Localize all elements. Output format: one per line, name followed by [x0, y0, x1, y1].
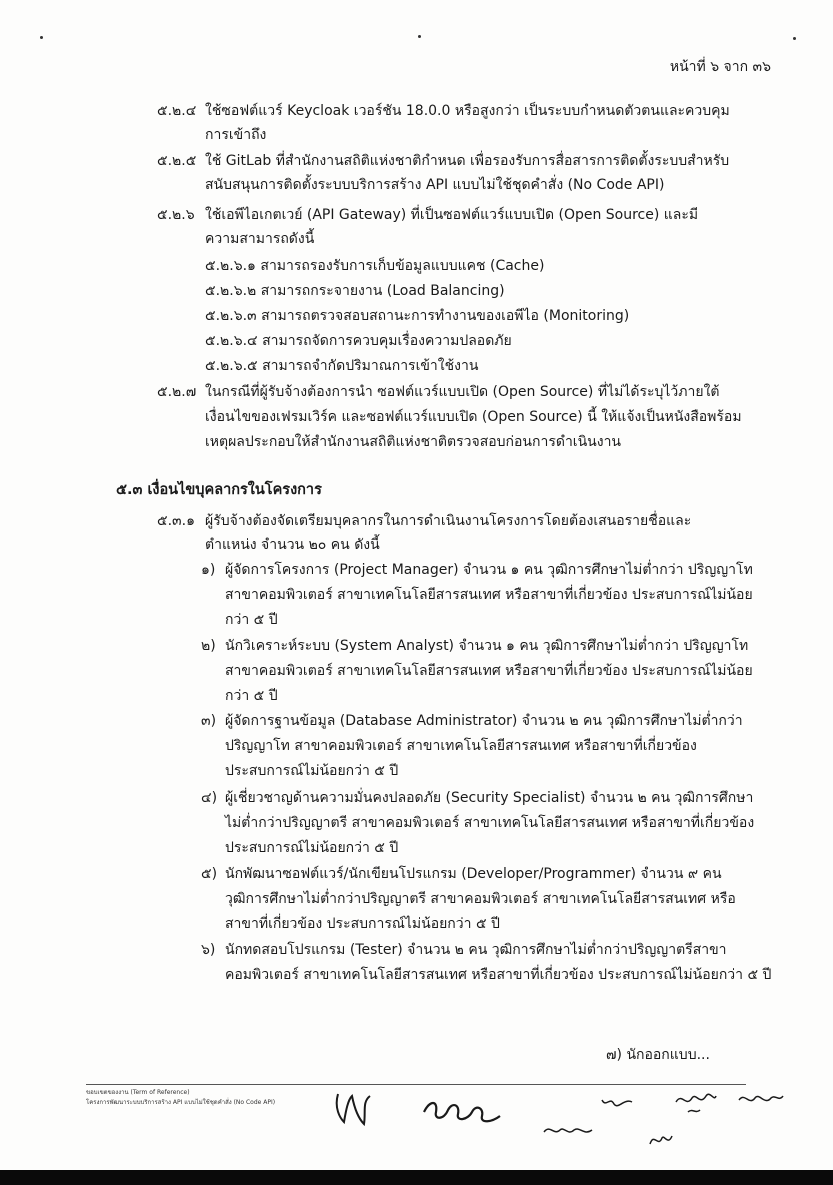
- staff-text: ผู้จัดการฐานข้อมูล (Database Administrator) จำนวน ๒ คน วุฒิการศึกษาไม่ต่ำกว่า: [225, 713, 743, 729]
- signature: [670, 1082, 720, 1118]
- item-number: ๕.๒.๗: [157, 384, 197, 400]
- staff-number: ๔): [201, 790, 218, 806]
- staff-number: ๖): [201, 942, 216, 958]
- item-number: ๕.๓.๑: [157, 513, 195, 529]
- subitem: ๕.๒.๖.๕ สามารถจำกัดปริมาณการเข้าใช้งาน: [205, 358, 479, 374]
- item-number: ๕.๒.๖: [157, 207, 195, 223]
- item-text: ใช้ซอฟต์แวร์ Keycloak เวอร์ชัน 18.0.0 หรือสูงกว่า เป็นระบบกำหนดตัวตนและควบคุม: [205, 103, 730, 119]
- staff-number: ๕): [201, 866, 218, 882]
- item-text: ความสามารถดังนี้: [205, 231, 315, 247]
- staff-text: ไม่ต่ำกว่าปริญญาตรี สาขาคอมพิวเตอร์ สาขาเทคโนโลยีสารสนเทศ หรือสาขาที่เกี่ยวข้อง: [225, 815, 755, 831]
- signature: [330, 1088, 380, 1128]
- continuation-text: ๗) นักออกแบบ...: [606, 1047, 710, 1063]
- item-text: ในกรณีที่ผู้รับจ้างต้องการนำ ซอฟต์แวร์แบบเปิด (Open Source) ที่ไม่ได้ระบุไว้ภายใต้: [205, 384, 720, 400]
- signature: [598, 1090, 638, 1114]
- staff-text: ประสบการณ์ไม่น้อยกว่า ๕ ปี: [225, 763, 399, 779]
- signature: [420, 1090, 510, 1130]
- signature: [735, 1086, 785, 1114]
- staff-text: นักพัฒนาซอฟต์แวร์/นักเขียนโปรแกรม (Developer/Programmer) จำนวน ๙ คน: [225, 866, 722, 882]
- scan-speck: [40, 36, 43, 39]
- item-text: สนับสนุนการติดตั้งระบบบริการสร้าง API แบบไม่ใช้ชุดคำสั่ง (No Code API): [205, 177, 665, 193]
- staff-text: กว่า ๕ ปี: [225, 612, 278, 628]
- staff-text: สาขาคอมพิวเตอร์ สาขาเทคโนโลยีสารสนเทศ หรือสาขาที่เกี่ยวข้อง ประสบการณ์ไม่น้อย: [225, 587, 753, 603]
- staff-text: นักทดสอบโปรแกรม (Tester) จำนวน ๒ คน วุฒิการศึกษาไม่ต่ำกว่าปริญญาตรีสาขา: [225, 942, 727, 958]
- scan-speck: [418, 35, 421, 38]
- staff-text: ผู้จัดการโครงการ (Project Manager) จำนวน ๑ คน วุฒิการศึกษาไม่ต่ำกว่า ปริญญาโท: [225, 562, 753, 578]
- section-heading: ๕.๓ เงื่อนไขบุคลากรในโครงการ: [116, 482, 322, 498]
- signature: [540, 1118, 600, 1144]
- staff-text: ประสบการณ์ไม่น้อยกว่า ๕ ปี: [225, 840, 399, 856]
- subitem: ๕.๒.๖.๑ สามารถรองรับการเก็บข้อมูลแบบแคช (Cache): [205, 258, 545, 274]
- staff-text: สาขาคอมพิวเตอร์ สาขาเทคโนโลยีสารสนเทศ หรือสาขาที่เกี่ยวข้อง ประสบการณ์ไม่น้อย: [225, 663, 753, 679]
- footer-line-1: ขอบเขตของงาน (Term of Reference): [86, 1089, 190, 1096]
- item-text: ใช้เอพีไอเกตเวย์ (API Gateway) ที่เป็นซอฟต์แวร์แบบเปิด (Open Source) และมี: [205, 207, 699, 223]
- staff-text: วุฒิการศึกษาไม่ต่ำกว่าปริญญาตรี สาขาคอมพิวเตอร์ สาขาเทคโนโลยีสารสนเทศ หรือ: [225, 891, 736, 907]
- staff-text: คอมพิวเตอร์ สาขาเทคโนโลยีสารสนเทศ หรือสาขาที่เกี่ยวข้อง ประสบการณ์ไม่น้อยกว่า ๕ ปี: [225, 967, 772, 983]
- scan-speck: [793, 37, 796, 40]
- item-number: ๕.๒.๔: [157, 103, 197, 119]
- staff-text: นักวิเคราะห์ระบบ (System Analyst) จำนวน ๑ คน วุฒิการศึกษาไม่ต่ำกว่า ปริญญาโท: [225, 638, 749, 654]
- footer-divider: [86, 1084, 746, 1085]
- item-text: การเข้าถึง: [205, 127, 267, 143]
- item-text: เงื่อนไขของเฟรมเวิร์ค และซอฟต์แวร์แบบเปิด (Open Source) นี้ ให้แจ้งเป็นหนังสือพร้อม: [205, 409, 742, 425]
- staff-number: ๓): [201, 713, 217, 729]
- subitem: ๕.๒.๖.๒ สามารถกระจายงาน (Load Balancing): [205, 283, 505, 299]
- staff-text: ผู้เชี่ยวชาญด้านความมั่นคงปลอดภัย (Security Specialist) จำนวน ๒ คน วุฒิการศึกษา: [225, 790, 754, 806]
- scan-edge: [0, 1170, 833, 1185]
- staff-text: ปริญญาโท สาขาคอมพิวเตอร์ สาขาเทคโนโลยีสารสนเทศ หรือสาขาที่เกี่ยวข้อง: [225, 738, 697, 754]
- item-text: ผู้รับจ้างต้องจัดเตรียมบุคลากรในการดำเนินงานโครงการโดยต้องเสนอรายชื่อและ: [205, 513, 692, 529]
- footer-line-2: โครงการพัฒนาระบบบริการสร้าง API แบบไม่ใช้ชุดคำสั่ง (No Code API): [86, 1099, 276, 1106]
- page-number: หน้าที่ ๖ จาก ๓๖: [669, 59, 771, 75]
- staff-text: สาขาที่เกี่ยวข้อง ประสบการณ์ไม่น้อยกว่า ๕ ปี: [225, 916, 500, 932]
- staff-text: กว่า ๕ ปี: [225, 688, 278, 704]
- signature: [646, 1128, 676, 1150]
- item-text: ใช้ GitLab ที่สำนักงานสถิติแห่งชาติกำหนด เพื่อรองรับการสื่อสารการติดตั้งระบบสำหรับ: [205, 153, 730, 169]
- staff-number: ๒): [201, 638, 216, 654]
- item-text: เหตุผลประกอบให้สำนักงานสถิติแห่งชาติตรวจสอบก่อนการดำเนินงาน: [205, 434, 622, 450]
- item-text: ตำแหน่ง จำนวน ๒๐ คน ดังนี้: [205, 537, 380, 553]
- item-number: ๕.๒.๕: [157, 153, 197, 169]
- subitem: ๕.๒.๖.๔ สามารถจัดการควบคุมเรื่องความปลอดภัย: [205, 333, 512, 349]
- subitem: ๕.๒.๖.๓ สามารถตรวจสอบสถานะการทำงานของเอพีไอ (Monitoring): [205, 308, 630, 324]
- staff-number: ๑): [201, 562, 216, 578]
